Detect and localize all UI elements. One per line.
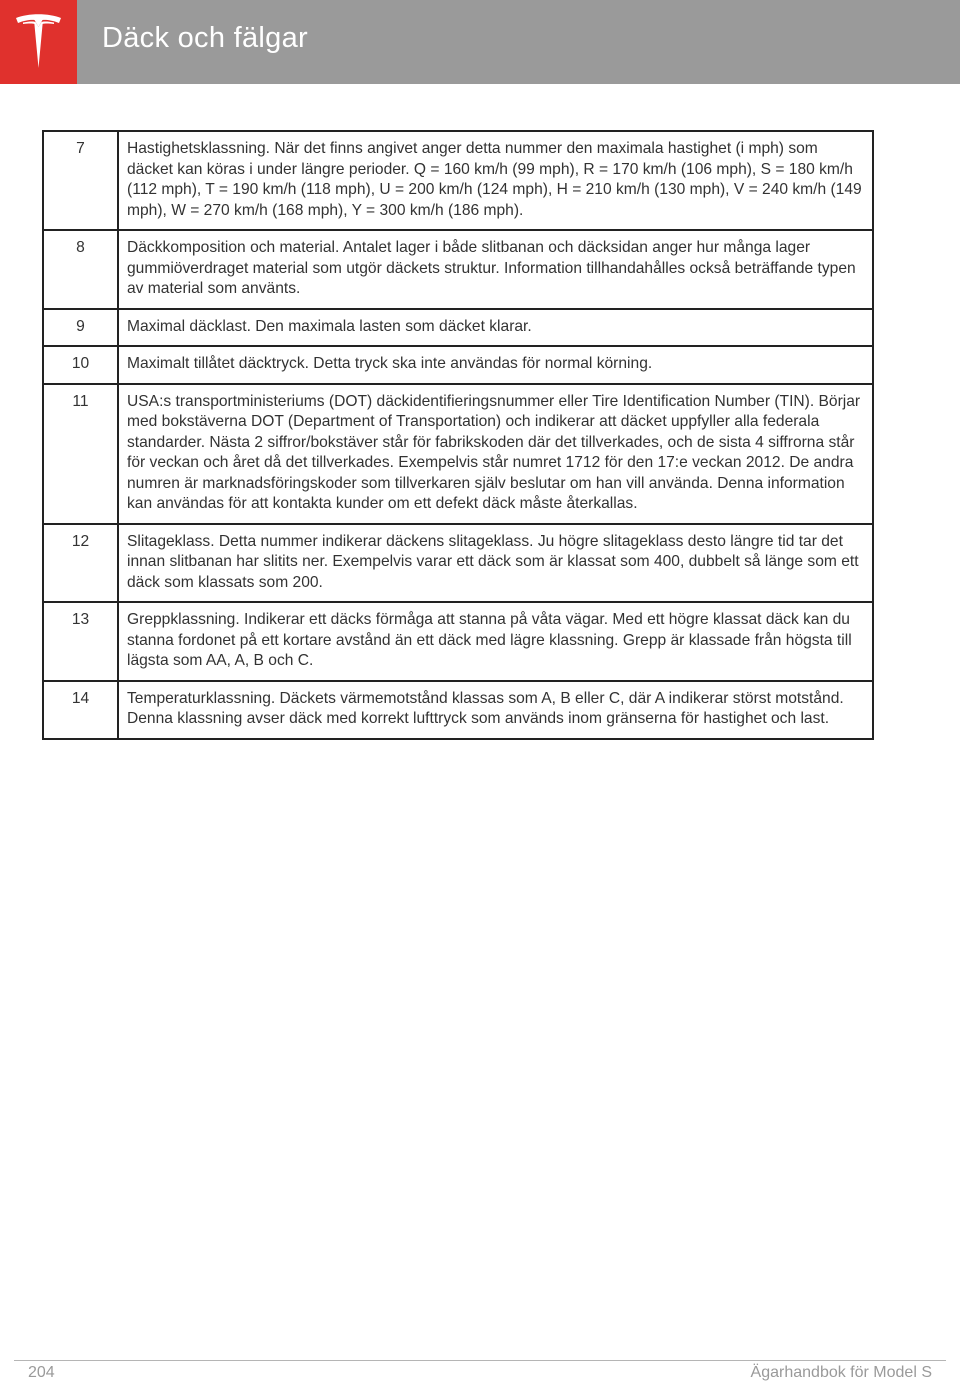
row-number: 13: [43, 602, 118, 681]
table-row: [43, 602, 873, 681]
row-description: Hastighetsklassning. När det finns angivet anger detta nummer den maximala hastighet (i mph) som däcket kan köras i under längre perioder. Q = 160 km/h (99 mph), R = 170 km/h (106 mph), S = 180 km/h (112 mph), T = 190 km/h (118 mph), U = 200 km/h (124 mph), H = 210 km/h (130 mph), V = 240 km/h (149 mph), W = 270 km/h (168 mph), Y = 300 km/h (186 mph).: [118, 131, 873, 230]
manual-title: Ägarhandbok för Model S: [750, 1364, 932, 1381]
row-number: 7: [43, 131, 118, 230]
row-description: Maximalt tillåtet däcktryck. Detta tryck ska inte användas för normal körning.: [118, 346, 873, 384]
row-number: 9: [43, 309, 118, 347]
row-number: 12: [43, 524, 118, 603]
table-row: [43, 131, 873, 230]
row-description: Greppklassning. Indikerar ett däcks förmåga att stanna på våta vägar. Med ett högre klassat däck kan du stanna fordonet på ett kortare avstånd än ett däck med lägre klassning. Grepp är klassade från högsta till lägsta som AA, A, B och C.: [118, 602, 873, 681]
row-description: Slitageklass. Detta nummer indikerar däckens slitageklass. Ju högre slitageklass desto längre tid tar det innan slitbanan har slitits ner. Exempelvis varar ett däck som är klassat som 400, dubbelt så länge som ett däck som klassats som 200.: [118, 524, 873, 603]
logo-box: [0, 0, 77, 84]
row-number: 14: [43, 681, 118, 739]
page-header: [0, 0, 960, 84]
tire-marking-table: [42, 130, 874, 740]
row-description: USA:s transportministeriums (DOT) däckidentifieringsnummer eller Tire Identification Number (TIN). Börjar med bokstäverna DOT (Department of Transportation) och indikerar att däcket uppfyller alla federala standarder. Nästa 2 siffror/bokstäver står för fabrikskoden där det tillverkades, och de sista 4 siffrorna står för veckan och året då det tillverkades. Exempelvis står numret 1712 för den 17:e veckan 2012. De andra numren är marknadsföringskoder som tillverkaren själv beslutar om han vill använda. Denna information kan användas för att kontakta kunder om ett defekt däck måste återkallas.: [118, 384, 873, 524]
table-row: [43, 524, 873, 603]
row-number: 10: [43, 346, 118, 384]
page-title: Däck och fälgar: [102, 22, 308, 54]
table-row: [43, 309, 873, 347]
tesla-logo-icon: [14, 14, 63, 70]
table-row: [43, 384, 873, 524]
row-number: 11: [43, 384, 118, 524]
page-number: 204: [28, 1364, 55, 1381]
table-row: [43, 346, 873, 384]
table-row: [43, 681, 873, 739]
footer-divider: [14, 1360, 946, 1361]
row-description: Maximal däcklast. Den maximala lasten som däcket klarar.: [118, 309, 873, 347]
row-number: 8: [43, 230, 118, 309]
row-description: Temperaturklassning. Däckets värmemotstånd klassas som A, B eller C, där A indikerar störst motstånd. Denna klassning avser däck med korrekt lufttryck som används inom gränserna för hastighet och last.: [118, 681, 873, 739]
row-description: Däckkomposition och material. Antalet lager i både slitbanan och däcksidan anger hur många lager gummiöverdraget material som utgör däckets struktur. Information tillhandahålles också beträffande typen av material som använts.: [118, 230, 873, 309]
table-row: [43, 230, 873, 309]
